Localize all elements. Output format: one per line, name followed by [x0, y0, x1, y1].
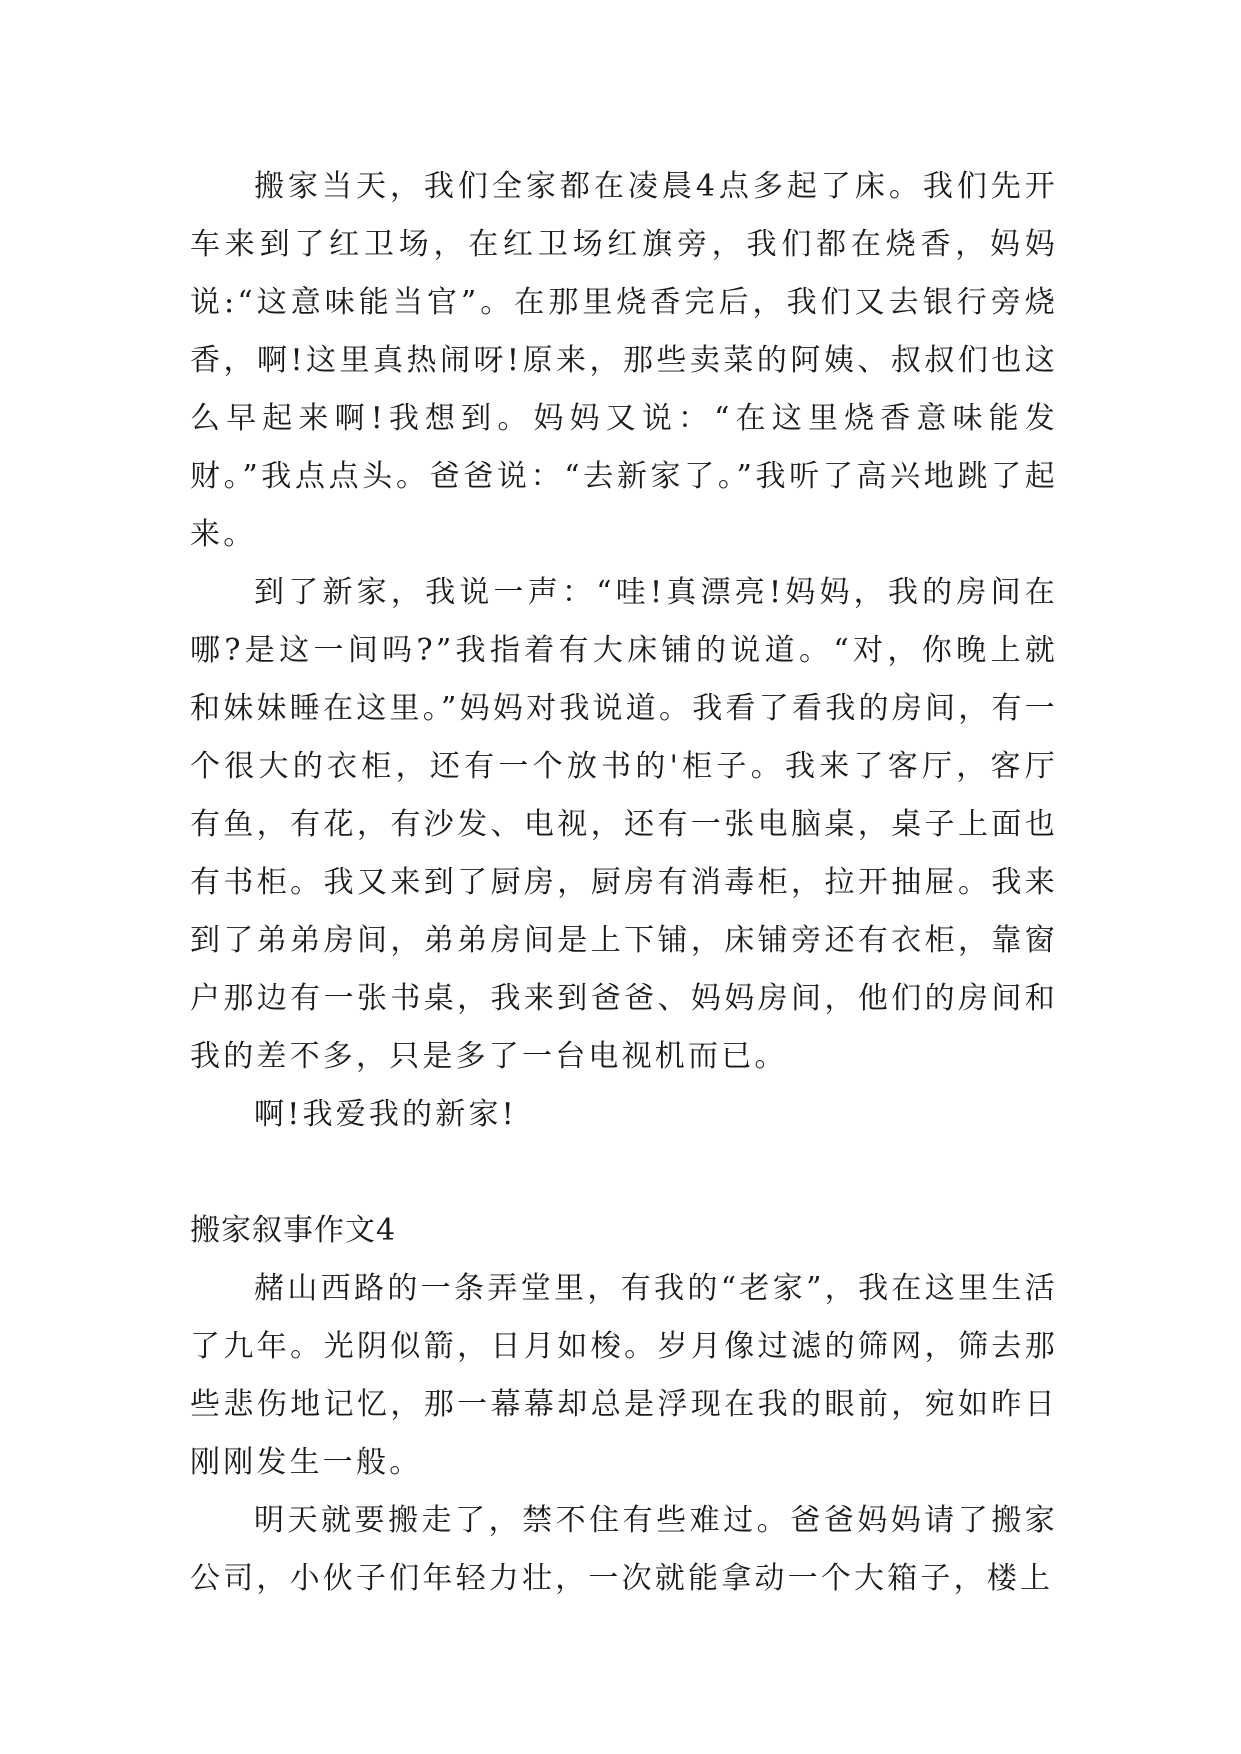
paragraph-old-home: 赭山西路的一条弄堂里，有我的“老家”，我在这里生活了九年。光阴似箭，日月如梭。岁月像过滤的筛网，筛去那些悲伤地记忆，那一幕幕却总是浮现在我的眼前，宛如昨日刚刚发生一般。 — [190, 1271, 1058, 1480]
paragraph-new-home: 到了新家，我说一声：“哇!真漂亮!妈妈，我的房间在哪?是这一间吗?”我指着有大床铺的说道。“对，你晚上就和妹妹睡在这里。”妈妈对我说道。我看了看我的房间，有一个很大的衣柜，还有一个放书的'柜子。我来了客厅，客厅有鱼，有花，有沙发、电视，还有一张电脑桌，桌子上面也有书柜。我又来到了厨房，厨房有消毒柜，拉开抽屉。我来到了弟弟房间，弟弟房间是上下铺，床铺旁还有衣柜，靠窗户那边有一张书桌，我来到爸爸、妈妈房间，他们的房间和我的差不多，只是多了一台电视机而已。 — [190, 575, 1058, 1074]
section-heading: 搬家叙事作文4 — [190, 1213, 397, 1248]
paragraph-exclamation: 啊!我爱我的新家! — [254, 1097, 517, 1132]
paragraph-moving-tomorrow: 明天就要搬走了，禁不住有些难过。爸爸妈妈请了搬家公司，小伙子们年轻力壮，一次就能拿动一个大箱子，楼上 — [190, 1503, 1058, 1596]
paragraph-move-day: 搬家当天，我们全家都在凌晨4点多起了床。我们先开车来到了红卫场，在红卫场红旗旁，我们都在烧香，妈妈说:“这意味能当官”。在那里烧香完后，我们又去银行旁烧香，啊!这里真热闹呀!原来，那些卖菜的阿姨、叔叔们也这么早起来啊!我想到。妈妈又说：“在这里烧香意味能发财。”我点点头。爸爸说：“去新家了。”我听了高兴地跳了起来。 — [190, 169, 1058, 552]
document-body — [190, 158, 1058, 1608]
